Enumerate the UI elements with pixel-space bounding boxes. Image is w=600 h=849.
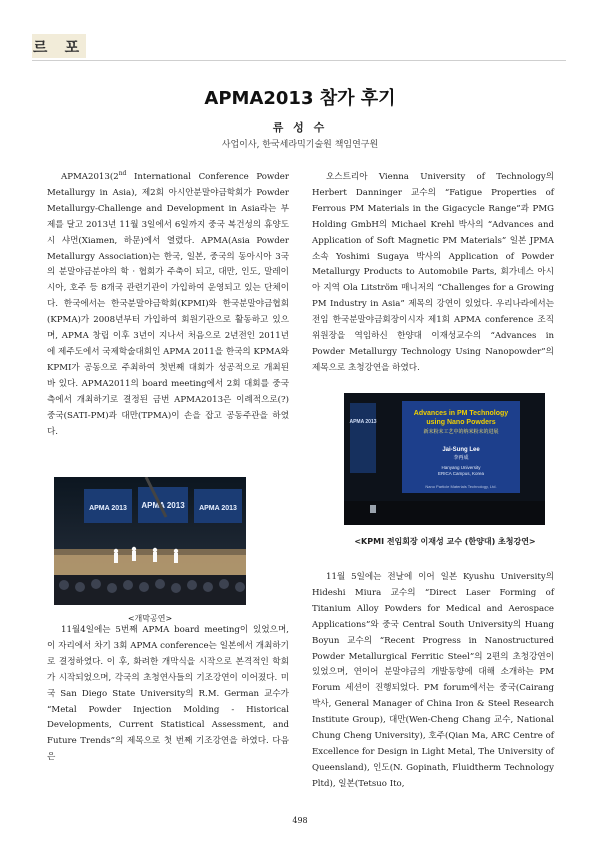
paragraph: 11월 5일에는 전날에 이어 일본 Kyushu University의 Hideshi Miura 교수의 “Direct Laser Forming of Titanium Alloy Powders for Medical and Aerospace Applications”와 중국 Central South University의 Huang Boyun 교수의 “Recent Progress in Nanostructured Powder Metallurgical Ferritic Steel”의 2편의 초청강연이 있었으며, 연이어 분말야금의 개발동향에 대해 소개하는 PM Forum 세션이 진행되었다. PM forum에서는 중국(Cairang 박사, General Manager of China Iron & Steel Research Institute Group), 대만(Wen-Cheng Chang 교수, National Chung Cheng University), 호주(Qian Ma, ARC Centre of Excellence for Design in Light Metal, The University of Queensland), 인도(N. Gopinath, Fluidtherm Technology Pltd), 일본(Tetsuo Ito, [312, 572, 554, 789]
article-title: APMA2013 참가 후기 [204, 88, 396, 109]
side-banner-text: APMA 2013 [349, 419, 377, 425]
screen-banner-text: APMA 2013 [199, 505, 237, 512]
page-number: 498 [292, 816, 308, 825]
paragraph-text: APMA2013(2 [61, 172, 119, 182]
right-column-top [312, 170, 554, 377]
opening-performance-photo [54, 477, 246, 605]
slide-subtitle: 新末粉末工艺中的纳米粉末的进展 [423, 429, 499, 435]
slide-institution: Hanyang University [441, 465, 481, 470]
ceremony-illustration [54, 477, 246, 605]
right-column-bottom [312, 570, 554, 793]
paragraph-text: International Conference Powder Metallurgy in Asia), 제2회 아시안분말야금학회가 Powder Metallurgy-Challenge and Development in Asia라는 부제를 달고 2013년 11월 3일에서 6일까지 중국 복건성의 휴양도시 샤먼(Xiamen, 하문)에서 열렸다. APMA(Asia Powder Metallurgy Association)는 한국, 일본, 중국의 동아시아 3국의 분말야금분야의 학 · 협회가 주축이 되고, 대만, 인도, 말레이시아, 호주 등 8개국 관련기관이 가입하여 운영되고 있는 단체이다. 한국에서는 한국분말야금학회(KPMI)와 한국분말야금협회(KPMA)가 2008년부터 가입하여 회원기관으로 활동하고 있으며, APMA 창립 이후 3년이 지나서 처음으로 2년전인 2011년에 제주도에서 국제학술대회인 APMA 2011을 한국의 KPMA와 KPMI가 공동으로 주최하여 첫번째 대회가 성공적으로 개최된 바 있다. APMA2011의 board meeting에서 2회 대회를 중국측에서 개최하기로 결정된 금번 APMA2013은 이례적으로(?) 중국(SATI-PM)과 대만(TPMA)이 손을 잡고 공동주관을 하였다. [47, 172, 289, 437]
left-column-top [47, 170, 289, 440]
slide-title: Advances in PM Technology [413, 410, 509, 417]
slide-title: using Nano Powders [426, 419, 496, 426]
paragraph [47, 170, 289, 440]
section-tag: 르 포 [32, 34, 86, 58]
lecture-caption: <KPMI 전임회장 이재성 교수 (한양대) 초청강연> [354, 537, 536, 546]
slide-speaker-cn: 李再成 [453, 455, 469, 461]
screen-banner-text: APMA 2013 [141, 501, 185, 510]
lecture-illustration [344, 393, 545, 525]
slide-speaker: Jai-Sung Lee [442, 447, 480, 453]
keynote-lecture-photo [344, 393, 545, 525]
ceremony-caption: <개막공연> [127, 614, 173, 623]
paragraph: 11월4일에는 5번째 APMA board meeting이 있었으며, 이 자리에서 차기 3회 APMA conference는 일본에서 개최하기로 결정하였다. 이 후, 화려한 개막식을 시작으로 본격적인 학회가 시작되었으며, 각국의 초청연사들의 기조강연이 이어졌다. 미국 San Diego State University의 R.M. German 교수가 “Metal Powder Injection Molding - Historical Developments, Current Statistical Assessment, and Future Trends”의 제목으로 첫 번째 기조강연을 하였다. 다음은 [47, 625, 289, 763]
author-affiliation: 사업이사, 한국세라믹기술원 책임연구원 [221, 140, 379, 150]
left-column-bottom [47, 623, 289, 766]
superscript: nd [118, 170, 127, 178]
slide-campus: ERICA Campus, Korea [437, 471, 485, 476]
paragraph: 오스트리아 Vienna University of Technology의 Herbert Danninger 교수의 “Fatigue Properties of Ferrous PM Materials in the Gigacycle Range”과 PMG Holding GmbH의 Michael Krehl 박사의 “Advances and Application of Soft Magnetic PM Materials” 일본 JPMA 소속 Yoshimi Sugaya 박사의 Application of Powder Metallurgy Products to Automobile Parts, 회가네스 아시아 지역 Ola Litström 매니저의 “Challenges for a Growing PM Industry in Asia” 제목의 강연이 있었다. 우리나라에서는 전임 한국분말야금회장이시자 제1회 APMA conference 조직위원장을 역임하신 한양대 이재성교수의 “Advances in Powder Metallurgy Technology Using Nanopowder”의 제목으로 초청강연을 하였다. [312, 172, 554, 373]
header-rule [32, 60, 566, 61]
article-author: 류 성 수 [272, 121, 328, 134]
screen-banner-text: APMA 2013 [89, 505, 127, 512]
slide-footer: Nano Particle Materials Technology, Ltd. [425, 484, 497, 489]
